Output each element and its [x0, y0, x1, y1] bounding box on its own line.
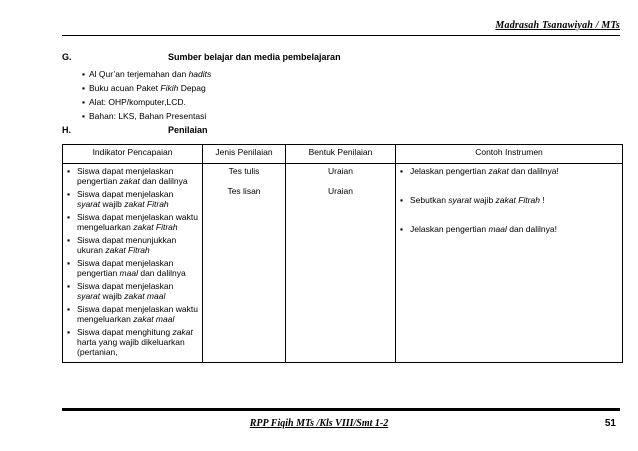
assessment-table — [62, 144, 623, 363]
list-item: ▪ Jelaskan pengertian maal dan dalilnya! — [400, 224, 618, 234]
table-header-row — [63, 145, 623, 164]
bentuk-value: Uraian — [327, 186, 354, 196]
bentuk-value: Uraian — [327, 166, 354, 176]
header-indikator: Indikator Pencapaian — [63, 145, 203, 164]
list-item: ▪ Siswa dapat menjelaskan syarat wajib zakat Fitrah — [67, 189, 198, 209]
page-header-title: Madrasah Tsanawiyah / MTs — [495, 20, 620, 31]
bentuk-cell — [286, 164, 396, 363]
list-item: ▪ Sebutkan syarat wajib zakat Fitrah ! — [400, 195, 618, 205]
list-item: ▪ Jelaskan pengertian zakat dan dalilnya! — [400, 166, 618, 176]
learning-resources-list — [82, 67, 211, 123]
footer-rule — [62, 408, 620, 411]
list-item: ▪ Buku acuan Paket Fikih Depag — [82, 81, 211, 95]
list-item: ▪ Siswa dapat menjelaskan waktu mengeluarkan zakat maal — [67, 304, 198, 324]
jenis-value: Tes tulis — [228, 166, 260, 176]
table-row — [63, 164, 623, 363]
jenis-cell — [203, 164, 286, 363]
header-rule — [62, 35, 620, 36]
example-cell — [396, 164, 623, 363]
example-list — [400, 166, 618, 234]
indicator-list — [67, 166, 198, 357]
list-item: ▪ Siswa dapat menjelaskan pengertian maal dan dalilnya — [67, 258, 198, 278]
section-h-title: Penilaian — [168, 125, 208, 135]
jenis-value: Tes lisan — [227, 186, 261, 196]
list-item: ▪ Siswa dapat menjelaskan syarat wajib zakat maal — [67, 281, 198, 301]
footer-title: RPP Fiqih MTs /Kls VIII/Smt 1-2 — [249, 418, 389, 429]
section-g-title: Sumber belajar dan media pembelajaran — [168, 52, 341, 62]
section-h-letter: H. — [62, 125, 71, 135]
indicator-cell — [63, 164, 203, 363]
list-item: ▪ Siswa dapat menjelaskan pengertian zakat dan dalilnya — [67, 166, 198, 186]
header-jenis: Jenis Penilaian — [203, 145, 286, 164]
list-item: ▪ Siswa dapat menghitung zakat harta yang wajib dikeluarkan (pertanian, — [67, 327, 198, 357]
page-number: 51 — [604, 418, 616, 429]
list-item: ▪ Siswa dapat menjelaskan waktu mengeluarkan zakat Fitrah — [67, 212, 198, 232]
list-item: ▪ Siswa dapat menunjukkan ukuran zakat Fitrah — [67, 235, 198, 255]
header-bentuk: Bentuk Penilaian — [286, 145, 396, 164]
header-contoh: Contoh Instrumen — [396, 145, 623, 164]
list-item: ▪ Al Qur’an terjemahan dan hadits — [82, 67, 211, 81]
list-item: ▪ Alat: OHP/komputer,LCD. — [82, 95, 211, 109]
list-item: ▪ Bahan: LKS, Bahan Presentasi — [82, 109, 211, 123]
section-g-letter: G. — [62, 52, 72, 62]
